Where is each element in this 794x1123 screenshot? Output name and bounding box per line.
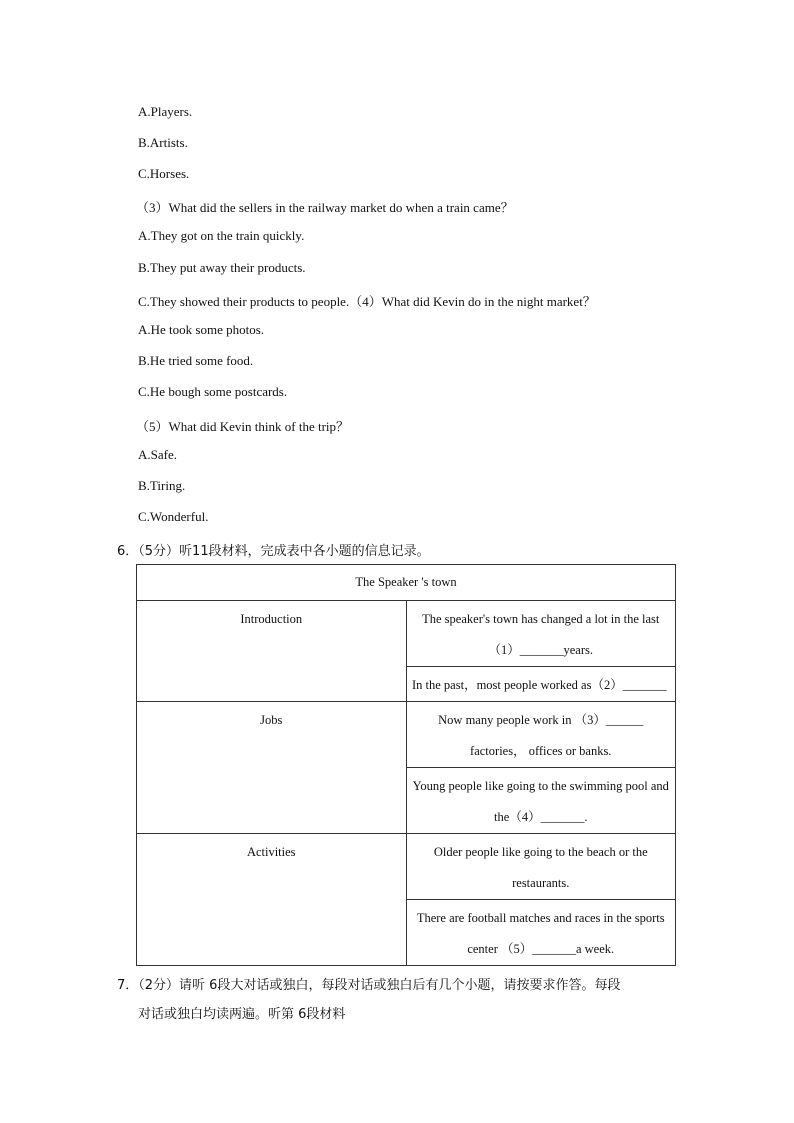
blank-cell-2[interactable]: In the past，most people worked as（2）_______ (406, 667, 676, 702)
question-6-stem (117, 540, 430, 559)
table-title: The Speaker 's town (137, 565, 676, 601)
blank-cell-4[interactable]: Young people like going to the swimming pool and the（4）_______. (406, 768, 676, 834)
blank-cell-5[interactable]: There are football matches and races in the sports center （5）_______a week. (406, 900, 676, 966)
option-c-wonderful: C.Wonderful. (138, 509, 209, 524)
question-7-line-1: （2分）请听 6段大对话或独白，每段对话或独白后有几个小题，请按要求作答。每段 (138, 978, 621, 993)
sub-question-5: （5）What did Kevin think of the trip？ (136, 419, 350, 434)
option-a-got-on-train: A.They got on the train quickly. (138, 228, 305, 243)
section-label-activities: Activities (137, 834, 407, 966)
section-label-jobs: Jobs (137, 702, 407, 834)
option-a-took-photos: A.He took some photos. (138, 322, 265, 337)
question-6-number: 6． (117, 544, 139, 559)
option-c-bough-postcards: C.He bough some postcards. (138, 384, 288, 399)
question-7-line-2: 对话或独白均读两遍。听第 6段材料 (138, 1007, 346, 1022)
info-record-table (136, 564, 676, 966)
question-7-number: 7． (117, 978, 139, 993)
section-label-introduction: Introduction (137, 601, 407, 702)
option-b-put-away: B.They put away their products. (138, 260, 306, 275)
option-a-safe: A.Safe. (138, 447, 177, 462)
option-b-tried-food: B.He tried some food. (138, 353, 254, 368)
option-b-artists: B.Artists. (138, 135, 188, 150)
activities-older-people: Older people like going to the beach or the restaurants. (406, 834, 676, 900)
option-b-tiring: B.Tiring. (138, 478, 186, 493)
blank-cell-1[interactable]: The speaker's town has changed a lot in the last （1）_______years. (406, 601, 676, 667)
question-7-stem (117, 974, 620, 993)
question-6-text: （5分）听11段材料，完成表中各小题的信息记录。 (138, 544, 430, 559)
option-c-and-sub-question-4: C.They showed their products to people.（4）What did Kevin do in the night market？ (138, 294, 596, 309)
blank-cell-3[interactable]: Now many people work in （3）______ factories， offices or banks. (406, 702, 676, 768)
option-c-horses: C.Horses. (138, 166, 190, 181)
option-a-players: A.Players. (138, 104, 193, 119)
sub-question-3: （3）What did the sellers in the railway market do when a train came？ (136, 200, 514, 215)
